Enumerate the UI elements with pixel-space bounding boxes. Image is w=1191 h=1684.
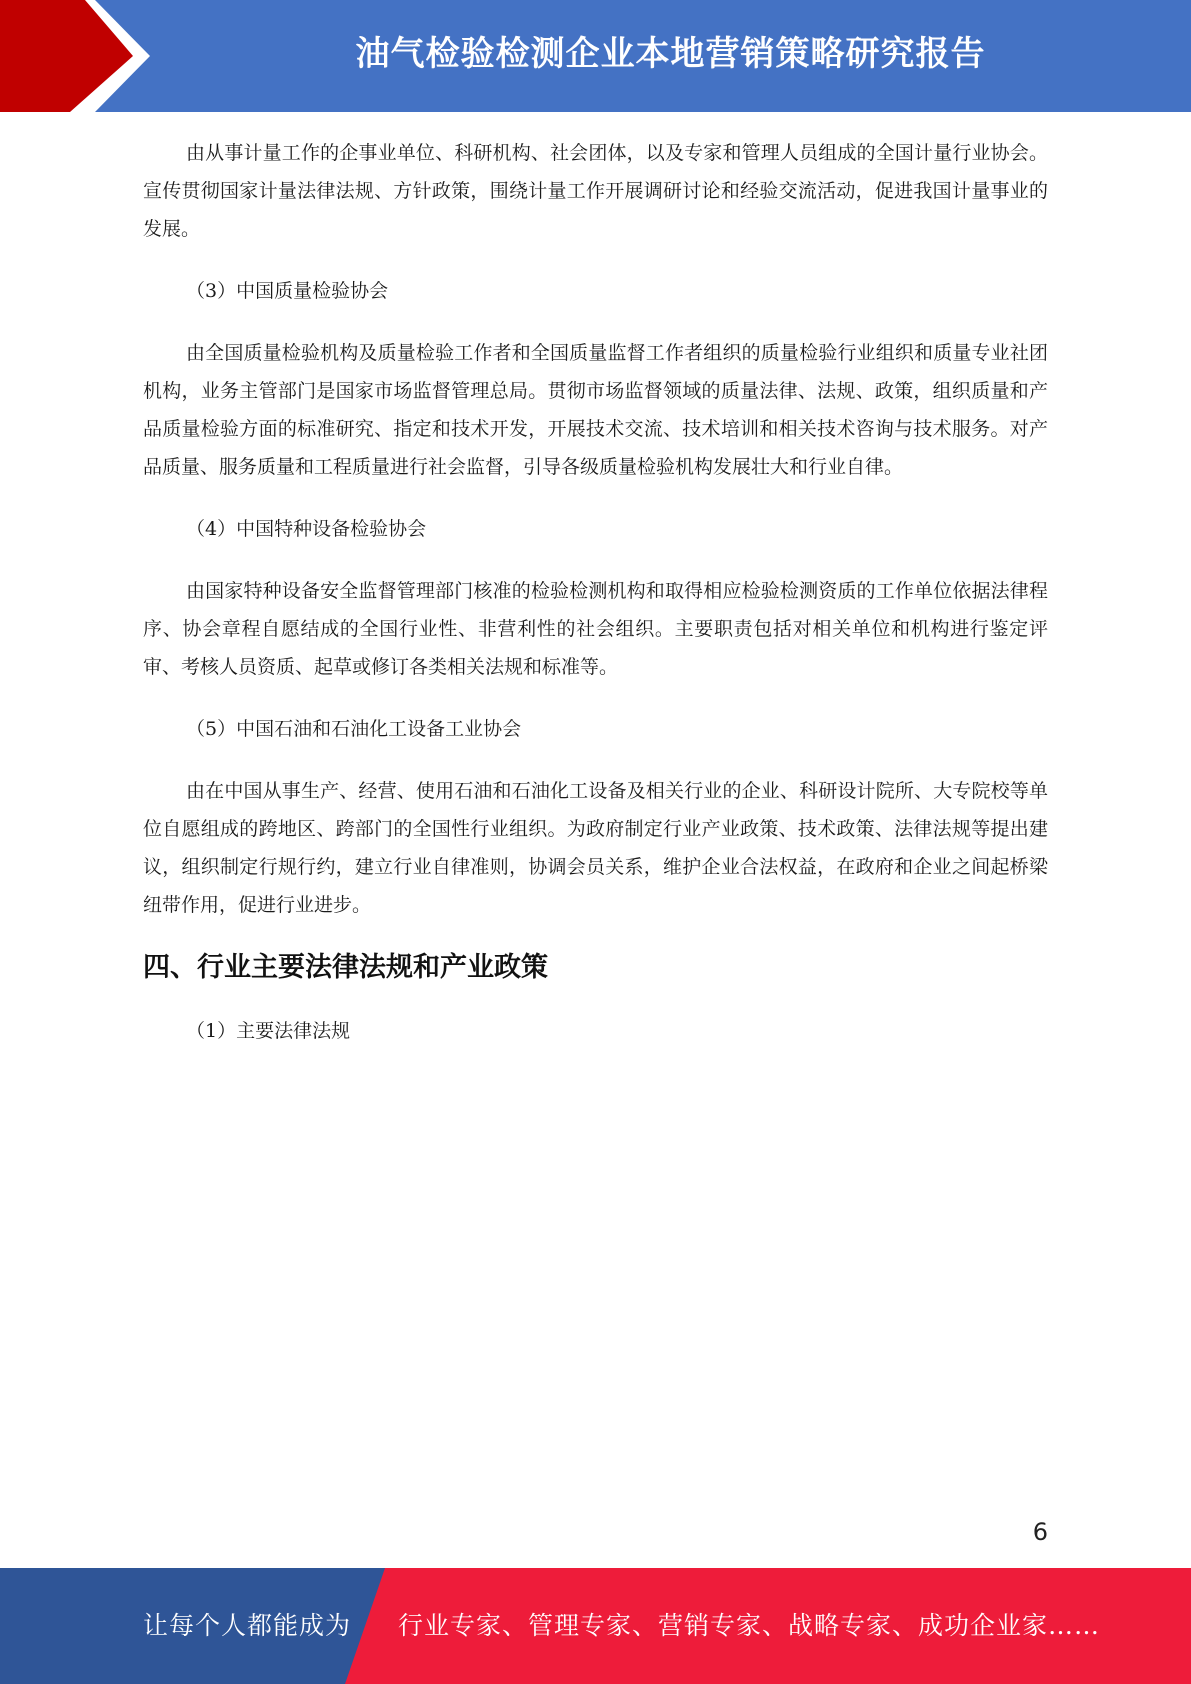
footer-slogan-left: 让每个人都能成为 [143,1611,352,1640]
section-heading: 四、行业主要法律法规和产业政策 [143,952,548,983]
subheading: （1）主要法律法规 [186,1020,351,1042]
document-title: 油气检验检测企业本地营销策略研究报告 [355,34,986,74]
footer-banner [0,1568,1191,1684]
header-arrow-decoration [0,0,160,112]
paragraph: 由国家特种设备安全监督管理部门核准的检验检测机构和取得相应检验检测资质的工作单位依据法律程序、协会章程自愿结成的全国行业性、非营利性的社会组织。主要职责包括对相关单位和机构进行鉴定评审、考核人员资质、起草或修订各类相关法规和标准等。 [143,580,1048,678]
header-banner [0,0,1191,112]
paragraph: 由从事计量工作的企事业单位、科研机构、社会团体，以及专家和管理人员组成的全国计量行业协会。宣传贯彻国家计量法律法规、方针政策，围绕计量工作开展调研讨论和经验交流活动，促进我国计量事业的发展。 [143,142,1048,240]
page-number: 6 [1032,1518,1048,1546]
subheading: （3）中国质量检验协会 [186,280,389,302]
paragraph: 由在中国从事生产、经营、使用石油和石油化工设备及相关行业的企业、科研设计院所、大专院校等单位自愿组成的跨地区、跨部门的全国性行业组织。为政府制定行业产业政策、技术政策、法律法规等提出建议，组织制定行规行约，建立行业自律准则，协调会员关系，维护企业合法权益，在政府和企业之间起桥梁纽带作用，促进行业进步。 [143,780,1048,916]
footer-slogan-right: 行业专家、管理专家、营销专家、战略专家、成功企业家…… [398,1611,1101,1640]
subheading: （4）中国特种设备检验协会 [186,518,427,540]
page-content [143,134,1048,1050]
subheading: （5）中国石油和石油化工设备工业协会 [186,718,522,740]
paragraph: 由全国质量检验机构及质量检验工作者和全国质量监督工作者组织的质量检验行业组织和质量专业社团机构，业务主管部门是国家市场监督管理总局。贯彻市场监督领域的质量法律、法规、政策，组织质量和产品质量检验方面的标准研究、指定和技术开发，开展技术交流、技术培训和相关技术咨询与技术服务。对产品质量、服务质量和工程质量进行社会监督，引导各级质量检验机构发展壮大和行业自律。 [143,342,1048,478]
